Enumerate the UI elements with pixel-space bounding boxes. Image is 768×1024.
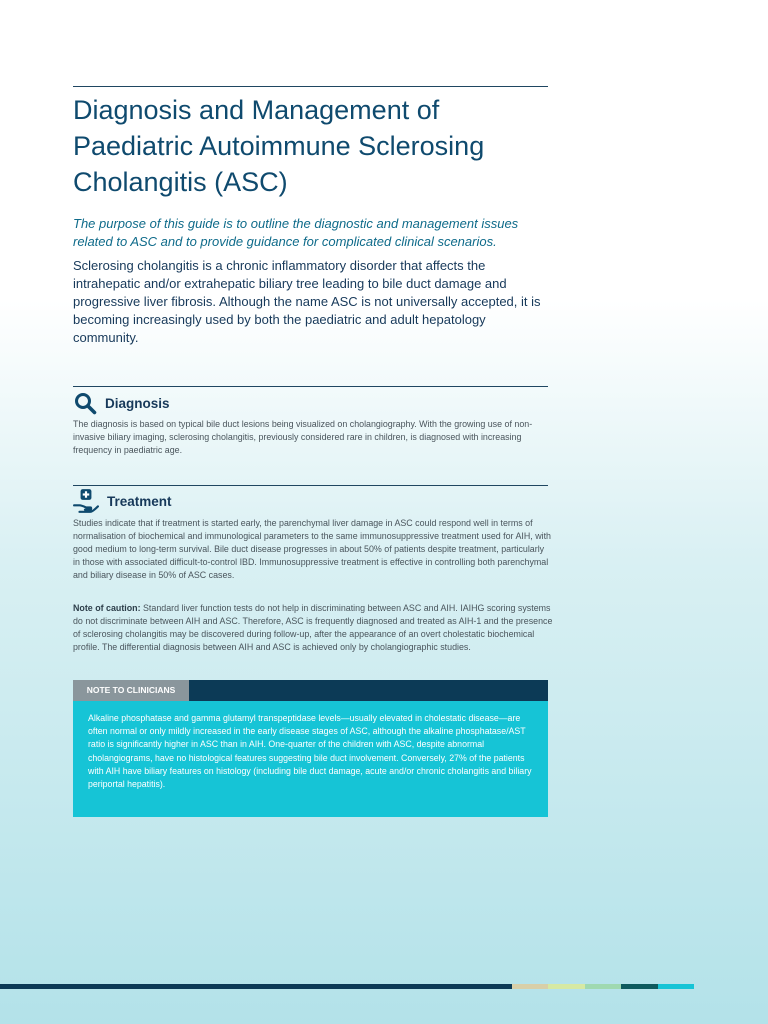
page-title: Diagnosis and Management of Paediatric Autoimmune Sclerosing Cholangitis (ASC) — [73, 95, 485, 197]
note-label: NOTE TO CLINICIANS — [73, 680, 189, 701]
diagnosis-text: The diagnosis is based on typical bile duct lesions being visualized on cholangiography. With the growing use of non-invasive biliary imaging, sclerosing cholangitis, previously considered rare in children, is diagnosed with increasing frequency in paediatric age. — [73, 419, 533, 455]
top-rule — [73, 86, 548, 87]
intro-purpose: The purpose of this guide is to outline the diagnostic and management issues related to ASC and to provide guidance for complicated clinical scenarios. — [73, 216, 519, 249]
treatment-title: Treatment — [107, 493, 172, 509]
caution-label: Note of caution: — [73, 603, 141, 613]
footer-segment-cyan — [658, 984, 694, 989]
footer-segment-mint — [585, 984, 621, 989]
diagnosis-rule — [73, 386, 548, 387]
magnifier-icon — [73, 391, 97, 415]
footer-segment-teal — [621, 984, 658, 989]
note-box — [73, 701, 548, 817]
treatment-header — [73, 488, 172, 514]
caution-text: Standard liver function tests do not help in discriminating between ASC and AIH. IAIHG scoring systems do not discriminate between AIH and ASC. Therefore, ASC is frequently diagnosed and treated as AIH-1 and the presence of sclerosing cholangitis may be discovered during follow-up, after the appearance of an overt cholestatic biochemical profile. The differential diagnosis between AIH and ASC is achieved only by cholangiographic studies. — [73, 603, 553, 652]
intro-body: Sclerosing cholangitis is a chronic inflammatory disorder that affects the intrahepatic and/or extrahepatic biliary tree leading to bile duct damage and progressive liver fibrosis. Although the name ASC is not universally accepted, it is becoming increasingly used by both the paediatric and adult hepatology community. — [73, 258, 541, 345]
diagnosis-header — [73, 391, 170, 415]
note-header-bar — [73, 680, 548, 701]
treatment-rule — [73, 485, 548, 486]
caution-paragraph — [73, 602, 553, 654]
treatment-text: Studies indicate that if treatment is started early, the parenchymal liver damage in ASC could respond well in terms of normalisation of biochemical and immunological parameters to the same immunosuppressive treatment used for AIH, with good medium to long-term survival. Bile duct disease progresses in about 50% of patients despite treatment, particularly in those with associated difficult-to-control IBD. Immunosuppressive treatment is effective in controlling both parenchymal and biliary disease in 50% of ASC cases. — [73, 518, 551, 580]
footer-segment-navy — [0, 984, 512, 989]
note-text: Alkaline phosphatase and gamma glutamyl transpeptidase levels—usually elevated in cholestatic disease—are often normal or only mildly increased in the early disease stages of ASC, although the alkaline phosphatase/AST ratio is significantly higher in ASC than in AIH. One-quarter of the children with ASC, despite abnormal cholangiograms, have no histological features suggesting bile duct involvement. Conversely, 27% of the patients with AIH have biliary features on histology (including bile duct damage, acute and/or chronic cholangitis and biliary periportal hepatitis). — [88, 713, 532, 790]
footer-segment-sand — [512, 984, 548, 989]
medical-hand-icon — [73, 488, 99, 514]
diagnosis-title: Diagnosis — [105, 395, 170, 411]
footer-segment-lime — [548, 984, 585, 989]
